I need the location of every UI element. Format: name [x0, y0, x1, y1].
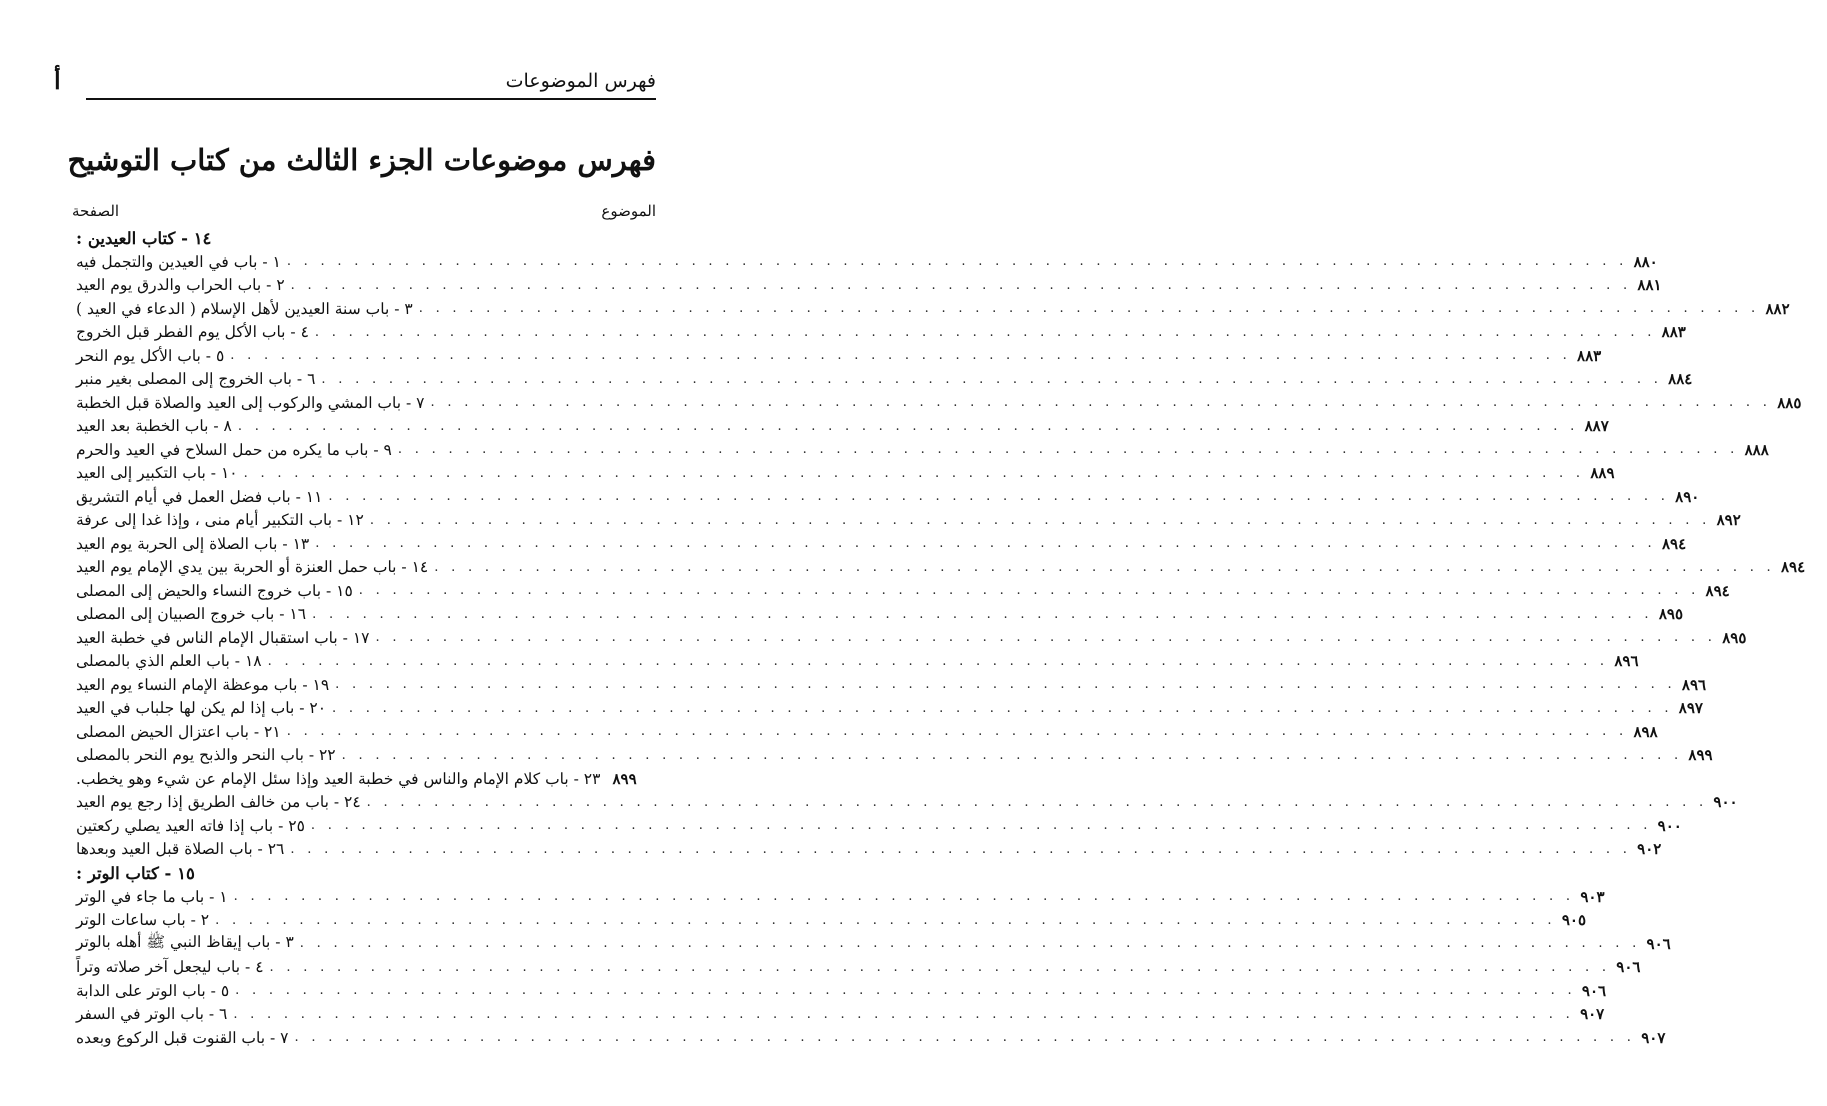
toc-entry [72, 462, 1615, 486]
toc-entry-title: ١٤ - باب حمل العنزة أو الحربة بين يدي الإمام يوم العيد [76, 558, 429, 577]
toc-page-number: ٨٩٨ [1633, 722, 1658, 741]
toc-entry [72, 626, 1747, 650]
toc-entry [72, 321, 1686, 345]
toc-leader-dots: . . . . . . . . . . . . . . . . . . . . . . . . . . . . . . . . . . . . . . . . . . . . . . . . . . . . . . . . . . . . . . . . . . . . . . . . . . . . . . . . [215, 912, 1556, 928]
toc-entry-title: ٧ - باب المشي والركوب إلى العيد والصلاة قبل الخطبة [76, 393, 425, 412]
toc-entry [72, 720, 1658, 744]
toc-entry [72, 814, 1682, 838]
toc-entry-title: ٢ - باب ساعات الوتر [76, 911, 210, 930]
toc-leader-dots: . . . . . . . . . . . . . . . . . . . . . . . . . . . . . . . . . . . . . . . . . . . . . . . . . . . . . . . . . . . . . . . . . . . . . . . . . . . . . . . . [434, 559, 1775, 575]
toc-entry [72, 532, 1687, 556]
toc-entry [72, 391, 1802, 415]
page-number: أ [54, 66, 61, 95]
toc-entry [72, 1026, 1666, 1050]
toc-page-number: ٩٠٦ [1581, 981, 1607, 1000]
toc-leader-dots: . . . . . . . . . . . . . . . . . . . . . . . . . . . . . . . . . . . . . . . . . . . . . . . . . . . . . . . . . . . . . . . . . . . . . . . . . . . . . . . . [341, 747, 1683, 763]
toc-entry [72, 1003, 1605, 1027]
toc-entry [72, 650, 1639, 674]
toc-entry-title: ١٥ - باب خروج النساء والحيض إلى المصلى [76, 581, 353, 600]
toc-leader-dots: . . . . . . . . . . . . . . . . . . . . . . . . . . . . . . . . . . . . . . . . . . . . . . . . . . . . . . . . . . . . . . . . . . . . . . . . . . . . . . . . [314, 324, 1656, 340]
toc-leader-dots: . . . . . . . . . . . . . . . . . . . . . . . . . . . . . . . . . . . . . . . . . . . . . . . . . . . . . . . . . . . . . . . . . . . . . . . . . . . . . . . . [237, 418, 1579, 434]
toc-page-number: ٨٩٦ [1681, 675, 1707, 694]
header-rule [86, 98, 656, 100]
toc-entry [72, 438, 1769, 462]
toc-leader-dots: . . . . . . . . . . . . . . . . . . . . . . . . . . . . . . . . . . . . . . . . . . . . . . . . . . . . . . . . . . . . . . . . . . . . . . . . . . . . . . . . [397, 442, 1739, 458]
toc-page-number: ٨٩٧ [1678, 699, 1703, 718]
toc-leader-dots: . . . . . . . . . . . . . . . . . . . . . . . . . . . . . . . . . . . . . . . . . . . . . . . . . . . . . . . . . . . . . . . . . . . . . . . . . . . . . . . . [267, 653, 1609, 669]
running-title: فهرس الموضوعات [505, 70, 656, 92]
toc-entry-title: ١٣ - باب الصلاة إلى الحربة يوم العيد [76, 534, 310, 553]
toc-entry [72, 791, 1738, 815]
running-header [54, 62, 656, 98]
toc-page-number: ٨٨٣ [1661, 323, 1686, 342]
toc-entry-title: ١ - باب ما جاء في الوتر [76, 887, 228, 906]
toc-page-number: ٨٨٤ [1668, 370, 1693, 389]
toc-entry-title: ٢٥ - باب إذا فاته العيد يصلي ركعتين [76, 816, 305, 835]
toc-page-number: ٩٠٠ [1713, 793, 1738, 812]
toc-page-number: ٨٩٦ [1614, 652, 1639, 671]
toc-leader-dots: . . . . . . . . . . . . . . . . . . . . . . . . . . . . . . . . . . . . . . . . . . . . . . . . . . . . . . . . . . . . . . . . . . . . . . . . . . . . . . . . [335, 677, 1676, 693]
toc-entry-title: ٢١ - باب اعتزال الحيض المصلى [76, 722, 281, 741]
toc-entry-title: ٢٢ - باب النحر والذبح يوم النحر بالمصلى [76, 746, 336, 765]
toc-page-number: ٩٠٠ [1657, 816, 1682, 835]
toc-page-number: ٨٩٩ [1688, 746, 1713, 765]
toc-entry [72, 956, 1641, 980]
toc-entry [72, 509, 1741, 533]
toc-leader-dots: . . . . . . . . . . . . . . . . . . . . . . . . . . . . . . . . . . . . . . . . . . . . . . . . . . . . . . . . . . . . . . . . . . . . . . . . . . . . . . . . [290, 841, 1632, 857]
toc-leader-dots: . . . . . . . . . . . . . . . . . . . . . . . . . . . . . . . . . . . . . . . . . . . . . . . . . . . . . . . . . . . . . . . . . . . . . . . . . . . . . . . . [233, 1006, 1575, 1022]
toc-page-number: ٨٩٠ [1675, 487, 1700, 506]
toc-page-number: ٨٩٤ [1705, 581, 1730, 600]
toc-leader-dots: . . . . . . . . . . . . . . . . . . . . . . . . . . . . . . . . . . . . . . . . . . . . . . . . . . . . . . . . . . . . . . . . . . . . . . . . . . . . . . . . [233, 889, 1575, 905]
toc-entry-title: ٤ - باب الأكل يوم الفطر قبل الخروج [76, 323, 309, 342]
toc-leader-dots: . . . . . . . . . . . . . . . . . . . . . . . . . . . . . . . . . . . . . . . . . . . . . . . . . . . . . . . . . . . . . . . . . . . . . . . . . . . . . . . . [366, 794, 1708, 810]
toc-entry [72, 744, 1713, 768]
toc-entry [72, 415, 1609, 439]
toc-leader-dots: . . . . . . . . . . . . . . . . . . . . . . . . . . . . . . . . . . . . . . . . . . . . . . . . . . . . . . . . . . . . . . . . . . . . . . . . . . . . . . . . [286, 724, 1628, 740]
toc-entry-title: ١٧ - باب استقبال الإمام الناس في خطبة العيد [76, 628, 370, 647]
toc-page-number: ٨٩٢ [1716, 511, 1741, 530]
toc-entry-title: ٨ - باب الخطبة بعد العيد [76, 417, 232, 436]
toc-leader-dots: . . . . . . . . . . . . . . . . . . . . . . . . . . . . . . . . . . . . . . . . . . . . . . . . . . . . . . . . . . . . . . . . . . . . . . . . . . . . . . . . [290, 277, 1632, 293]
toc-section-heading [72, 861, 656, 885]
toc-page-number: ٩٠٦ [1616, 958, 1641, 977]
toc-page-number: ٩٠٧ [1641, 1028, 1666, 1047]
toc-entry-title: ١٠ - باب التكبير إلى العيد [76, 464, 238, 483]
column-label-page: الصفحة [72, 202, 120, 220]
toc-entry [72, 767, 656, 791]
toc-page-number: ٨٩٥ [1722, 628, 1747, 647]
toc-leader-dots: . . . . . . . . . . . . . . . . . . . . . . . . . . . . . . . . . . . . . . . . . . . . . . . . . . . . . . . . . . . . . . . . . . . . . . . . . . . . . . . . [243, 465, 1585, 481]
toc-page-number: ٩٠٢ [1637, 840, 1662, 859]
toc-leader-dots: . . . . . . . . . . . . . . . . . . . . . . . . . . . . . . . . . . . . . . . . . . . . . . . . . . . . . . . . . . . . . . . . . . . . . . . . . . . . . . . . [269, 959, 1611, 975]
toc-page-number: ٩٠٥ [1561, 911, 1586, 930]
toc-leader-dots: . . . . . . . . . . . . . . . . . . . . . . . . . . . . . . . . . . . . . . . . . . . . . . . . . . . . . . . . . . . . . . . . . . . . . . . . . . . . . . . . [375, 630, 1717, 646]
toc-leader-dots: . . . . . . . . . . . . . . . . . . . . . . . . . . . . . . . . . . . . . . . . . . . . . . . . . . . . . . . . . . . . . . . . . . . . . . . . . . . . . . . . [430, 395, 1772, 411]
toc-entry [72, 368, 1693, 392]
toc-page-number: ٨٨٢ [1765, 299, 1790, 318]
toc-entry-title: ٩ - باب ما يكره من حمل السلاح في العيد والحرم [76, 440, 392, 459]
toc-leader-dots: . . . . . . . . . . . . . . . . . . . . . . . . . . . . . . . . . . . . . . . . . . . . . . . . . . . . . . . . . . . . . . . . . . . . . . . . . . . . . . . . [418, 301, 1760, 317]
toc-page-number: ٨٩٩ [612, 769, 637, 788]
toc-entry [72, 885, 1605, 909]
toc-entry [72, 673, 1707, 697]
toc-entry-title: ٤ - باب ليجعل آخر صلاته وتراً [76, 958, 264, 977]
toc-entry [72, 579, 1730, 603]
toc-entry-title: ٢٠ - باب إذا لم يكن لها جلباب في العيد [76, 699, 327, 718]
toc-entry-title: ٦ - باب الوتر في السفر [76, 1005, 228, 1024]
toc-page-number: ٩٠٣ [1580, 887, 1605, 906]
toc-entry-title: ٢٣ - باب كلام الإمام والناس في خطبة العيد وإذا سئل الإمام عن شيء وهو يخطب. [76, 769, 601, 788]
page-title: فهرس موضوعات الجزء الثالث من كتاب التوشيح [67, 143, 656, 177]
toc-entry-title: ٢٦ - باب الصلاة قبل العيد وبعدها [76, 840, 285, 859]
toc-entry-title: ٦ - باب الخروج إلى المصلى بغير منبر [76, 370, 316, 389]
toc-entry-title: ٢ - باب الحراب والدرق يوم العيد [76, 276, 285, 295]
toc-page-number: ٨٨١ [1637, 276, 1662, 295]
toc-entry [72, 838, 1662, 862]
toc-entry [72, 979, 1607, 1003]
toc-entry-title: ٥ - باب الأكل يوم النحر [76, 346, 225, 365]
toc-entry-title: ٢٤ - باب من خالف الطريق إذا رجع يوم العيد [76, 793, 361, 812]
toc-leader-dots: . . . . . . . . . . . . . . . . . . . . . . . . . . . . . . . . . . . . . . . . . . . . . . . . . . . . . . . . . . . . . . . . . . . . . . . . . . . . . . . . [332, 700, 1673, 716]
toc-leader-dots: . . . . . . . . . . . . . . . . . . . . . . . . . . . . . . . . . . . . . . . . . . . . . . . . . . . . . . . . . . . . . . . . . . . . . . . . . . . . . . . . [299, 936, 1641, 952]
toc-entry [72, 485, 1700, 509]
toc-leader-dots: . . . . . . . . . . . . . . . . . . . . . . . . . . . . . . . . . . . . . . . . . . . . . . . . . . . . . . . . . . . . . . . . . . . . . . . . . . . . . . . . [315, 536, 1656, 552]
toc-entry [72, 344, 1602, 368]
toc-page-number: ٩٠٧ [1580, 1005, 1605, 1024]
toc-entry-title: ٣ - باب سنة العيدين لأهل الإسلام ( الدعاء في العيد ) [76, 299, 413, 318]
toc-page-number: ٨٩٤ [1662, 534, 1687, 553]
toc-leader-dots: . . . . . . . . . . . . . . . . . . . . . . . . . . . . . . . . . . . . . . . . . . . . . . . . . . . . . . . . . . . . . . . . . . . . . . . . . . . . . . . . [235, 983, 1576, 999]
toc-entry-title: ١٩ - باب موعظة الإمام النساء يوم العيد [76, 675, 330, 694]
toc-entry [72, 932, 1671, 956]
toc-leader-dots: . . . . . . . . . . . . . . . . . . . . . . . . . . . . . . . . . . . . . . . . . . . . . . . . . . . . . . . . . . . . . . . . . . . . . . . . . . . . . . . . [312, 606, 1653, 622]
toc-leader-dots: . . . . . . . . . . . . . . . . . . . . . . . . . . . . . . . . . . . . . . . . . . . . . . . . . . . . . . . . . . . . . . . . . . . . . . . . . . . . . . . . [321, 371, 1663, 387]
toc-leader-dots: . . . . . . . . . . . . . . . . . . . . . . . . . . . . . . . . . . . . . . . . . . . . . . . . . . . . . . . . . . . . . . . . . . . . . . . . . . . . . . . . [230, 348, 1572, 364]
toc-section-title: ١٤ - كتاب العيدين : [76, 228, 212, 248]
toc-page-number: ٨٨٠ [1633, 252, 1658, 271]
toc-leader-dots: . . . . . . . . . . . . . . . . . . . . . . . . . . . . . . . . . . . . . . . . . . . . . . . . . . . . . . . . . . . . . . . . . . . . . . . . . . . . . . . . [286, 254, 1628, 270]
toc-page-number: ٨٩٥ [1658, 605, 1683, 624]
toc-entry-title: ١ - باب في العيدين والتجمل فيه [76, 252, 281, 271]
toc-entry-title: ١١ - باب فضل العمل في أيام التشريق [76, 487, 323, 506]
toc-entry-title: ٧ - باب القنوت قبل الركوع وبعده [76, 1028, 289, 1047]
toc-page-number: ٨٨٩ [1590, 464, 1615, 483]
toc-entry-title: ٣ - باب إيقاظ النبي ﷺ أهله بالوتر [76, 933, 294, 952]
toc-entry-title: ٥ - باب الوتر على الدابة [76, 981, 230, 1000]
toc-leader-dots: . . . . . . . . . . . . . . . . . . . . . . . . . . . . . . . . . . . . . . . . . . . . . . . . . . . . . . . . . . . . . . . . . . . . . . . . . . . . . . . . [310, 818, 1652, 834]
toc-entry [72, 556, 1806, 580]
toc-entry [72, 909, 1586, 933]
toc-entry [72, 297, 1790, 321]
toc-page-number: ٨٨٥ [1777, 393, 1802, 412]
toc-entry [72, 697, 1703, 721]
toc-page-number: ٩٠٦ [1646, 934, 1671, 953]
toc-section-heading [72, 226, 656, 250]
toc-entry [72, 250, 1658, 274]
toc-section-title: ١٥ - كتاب الوتر : [76, 863, 195, 883]
toc-leader-dots: . . . . . . . . . . . . . . . . . . . . . . . . . . . . . . . . . . . . . . . . . . . . . . . . . . . . . . . . . . . . . . . . . . . . . . . . . . . . . . . . [369, 512, 1711, 528]
toc-leader-dots: . . . . . . . . . . . . . . . . . . . . . . . . . . . . . . . . . . . . . . . . . . . . . . . . . . . . . . . . . . . . . . . . . . . . . . . . . . . . . . . . [358, 583, 1700, 599]
column-label-topic: الموضوع [601, 202, 656, 220]
toc-leader-dots: . . . . . . . . . . . . . . . . . . . . . . . . . . . . . . . . . . . . . . . . . . . . . . . . . . . . . . . . . . . . . . . . . . . . . . . . . . . . . . . . [294, 1030, 1636, 1046]
toc-page-number: ٨٨٣ [1577, 346, 1602, 365]
toc-entry-title: ١٨ - باب العلم الذي بالمصلى [76, 652, 262, 671]
table-of-contents [72, 226, 1806, 1050]
toc-page-number: ٨٨٧ [1584, 417, 1609, 436]
toc-page-number: ٨٨٨ [1744, 440, 1769, 459]
toc-entry-title: ١٢ - باب التكبير أيام منى ، وإذا غدا إلى عرفة [76, 511, 364, 530]
toc-leader-dots: . . . . . . . . . . . . . . . . . . . . . . . . . . . . . . . . . . . . . . . . . . . . . . . . . . . . . . . . . . . . . . . . . . . . . . . . . . . . . . . . [328, 489, 1670, 505]
column-labels [72, 202, 656, 224]
toc-entry [72, 603, 1683, 627]
toc-entry [72, 274, 1662, 298]
toc-page-number: ٨٩٤ [1781, 558, 1806, 577]
toc-entry-title: ١٦ - باب خروج الصبيان إلى المصلى [76, 605, 307, 624]
